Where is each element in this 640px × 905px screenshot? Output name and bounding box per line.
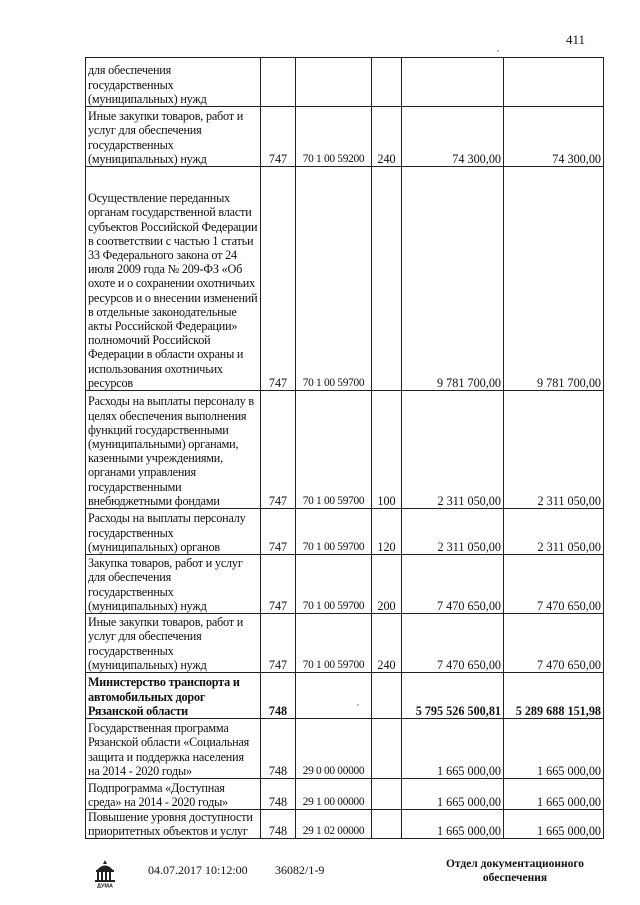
row-code: 747	[261, 509, 296, 555]
row-sum-1: 7 470 650,00	[402, 614, 504, 673]
row-article: 70 1 00 59700	[296, 509, 372, 555]
row-name: Расходы на выплаты персоналу государственных (муниципальных) органов	[86, 509, 261, 555]
row-code: 748	[261, 779, 296, 810]
row-code: 747	[261, 107, 296, 167]
row-article: 70 1 00 59200	[296, 107, 372, 167]
row-type: 100	[372, 391, 402, 509]
footer-date: 04.07.2017 10:12:00	[148, 863, 248, 877]
row-type	[372, 673, 402, 719]
row-type	[372, 779, 402, 810]
row-sum-2: 1 665 000,00	[504, 779, 604, 810]
row-sum-1: 9 781 700,00	[402, 167, 504, 391]
row-sum-1: 1 665 000,00	[402, 719, 504, 779]
row-type: 120	[372, 509, 402, 555]
row-article	[296, 58, 372, 107]
row-name: Иные закупки товаров, работ и услуг для обеспечения государственных (муниципальных) нужд	[86, 614, 261, 673]
table-row	[86, 719, 604, 779]
row-name: Повышение уровня доступности приоритетных объектов и услуг	[86, 810, 261, 839]
row-name: Иные закупки товаров, работ и услуг для обеспечения государственных (муниципальных) нужд	[86, 107, 261, 167]
row-name: Государственная программа Рязанской области «Социальная защита и поддержка населения на 2014 - 2020 годы»	[86, 719, 261, 779]
footer-department-line1: Отдел документационного	[445, 858, 585, 870]
row-name: Подпрограмма «Доступная среда» на 2014 - 2020 годы»	[86, 779, 261, 810]
row-code: 747	[261, 555, 296, 614]
page-number: 411	[566, 32, 586, 47]
row-name: Министерство транспорта и автомобильных дорог Рязанской области	[86, 673, 261, 719]
row-name: Расходы на выплаты персоналу в целях обеспечения выполнения функций государственными (муниципальными) органами, казенными учреждениями, органами управления государственными внебюджетными фондами	[86, 391, 261, 509]
table-row	[86, 107, 604, 167]
table-row	[86, 391, 604, 509]
row-article	[296, 673, 372, 719]
row-code: 748	[261, 810, 296, 839]
logo-text: ДУМА	[97, 883, 113, 888]
scan-speck	[357, 704, 359, 706]
row-sum-2: 74 300,00	[504, 107, 604, 167]
row-code: 747	[261, 391, 296, 509]
row-sum-2	[504, 58, 604, 107]
row-sum-1: 5 795 526 500,81	[402, 673, 504, 719]
row-sum-1	[402, 58, 504, 107]
row-name: для обеспечения государственных (муниципальных) нужд	[86, 58, 261, 107]
row-sum-1: 7 470 650,00	[402, 555, 504, 614]
row-sum-1: 2 311 050,00	[402, 509, 504, 555]
row-name: Осуществление переданных органам государственной власти субъектов Российской Федерации в соответствии с частью 1 статьи 33 Федерального закона от 24 июля 2009 года № 209-ФЗ «Об охоте и о сохранении охотничьих ресурсов и о внесении изменений в отдельные законодательные акты Российской Федерации» полномочий Российской Федерации в области охраны и использования охотничьих ресурсов	[86, 167, 261, 391]
row-sum-1: 2 311 050,00	[402, 391, 504, 509]
row-type	[372, 167, 402, 391]
row-sum-2: 1 665 000,00	[504, 810, 604, 839]
row-sum-1: 1 665 000,00	[402, 810, 504, 839]
row-article: 29 0 00 00000	[296, 719, 372, 779]
row-sum-1: 74 300,00	[402, 107, 504, 167]
row-article: 70 1 00 59700	[296, 614, 372, 673]
row-type: 240	[372, 614, 402, 673]
row-type	[372, 810, 402, 839]
row-sum-2: 5 289 688 151,98	[504, 673, 604, 719]
footer-department-line2: обеспечения	[482, 872, 548, 884]
row-sum-2: 9 781 700,00	[504, 167, 604, 391]
row-article: 29 1 02 00000	[296, 810, 372, 839]
table-row	[86, 555, 604, 614]
table-row	[86, 58, 604, 107]
row-sum-2: 2 311 050,00	[504, 391, 604, 509]
scan-speck	[497, 50, 499, 52]
table-row	[86, 167, 604, 391]
row-type: 200	[372, 555, 402, 614]
row-article: 70 1 00 59700	[296, 391, 372, 509]
row-name: Закупка товаров, работ и услуг для обеспечения государственных (муниципальных) нужд	[86, 555, 261, 614]
table-row	[86, 779, 604, 810]
table-row	[86, 509, 604, 555]
row-sum-1: 1 665 000,00	[402, 779, 504, 810]
row-code	[261, 58, 296, 107]
row-article: 29 1 00 00000	[296, 779, 372, 810]
row-code: 748	[261, 673, 296, 719]
budget-table	[85, 57, 604, 839]
row-sum-2: 7 470 650,00	[504, 614, 604, 673]
table-row	[86, 673, 604, 719]
row-sum-2: 2 311 050,00	[504, 509, 604, 555]
table-row	[86, 614, 604, 673]
footer-doc-number: 36082/1-9	[275, 863, 325, 877]
row-code: 748	[261, 719, 296, 779]
row-code: 747	[261, 167, 296, 391]
row-code: 747	[261, 614, 296, 673]
row-sum-2: 7 470 650,00	[504, 555, 604, 614]
row-type: 240	[372, 107, 402, 167]
row-type	[372, 719, 402, 779]
footer-department	[440, 857, 590, 885]
row-article: 70 1 00 59700	[296, 167, 372, 391]
row-sum-2: 1 665 000,00	[504, 719, 604, 779]
table-row	[86, 810, 604, 839]
row-article: 70 1 00 59700	[296, 555, 372, 614]
row-type	[372, 58, 402, 107]
duma-building-icon	[92, 858, 118, 888]
